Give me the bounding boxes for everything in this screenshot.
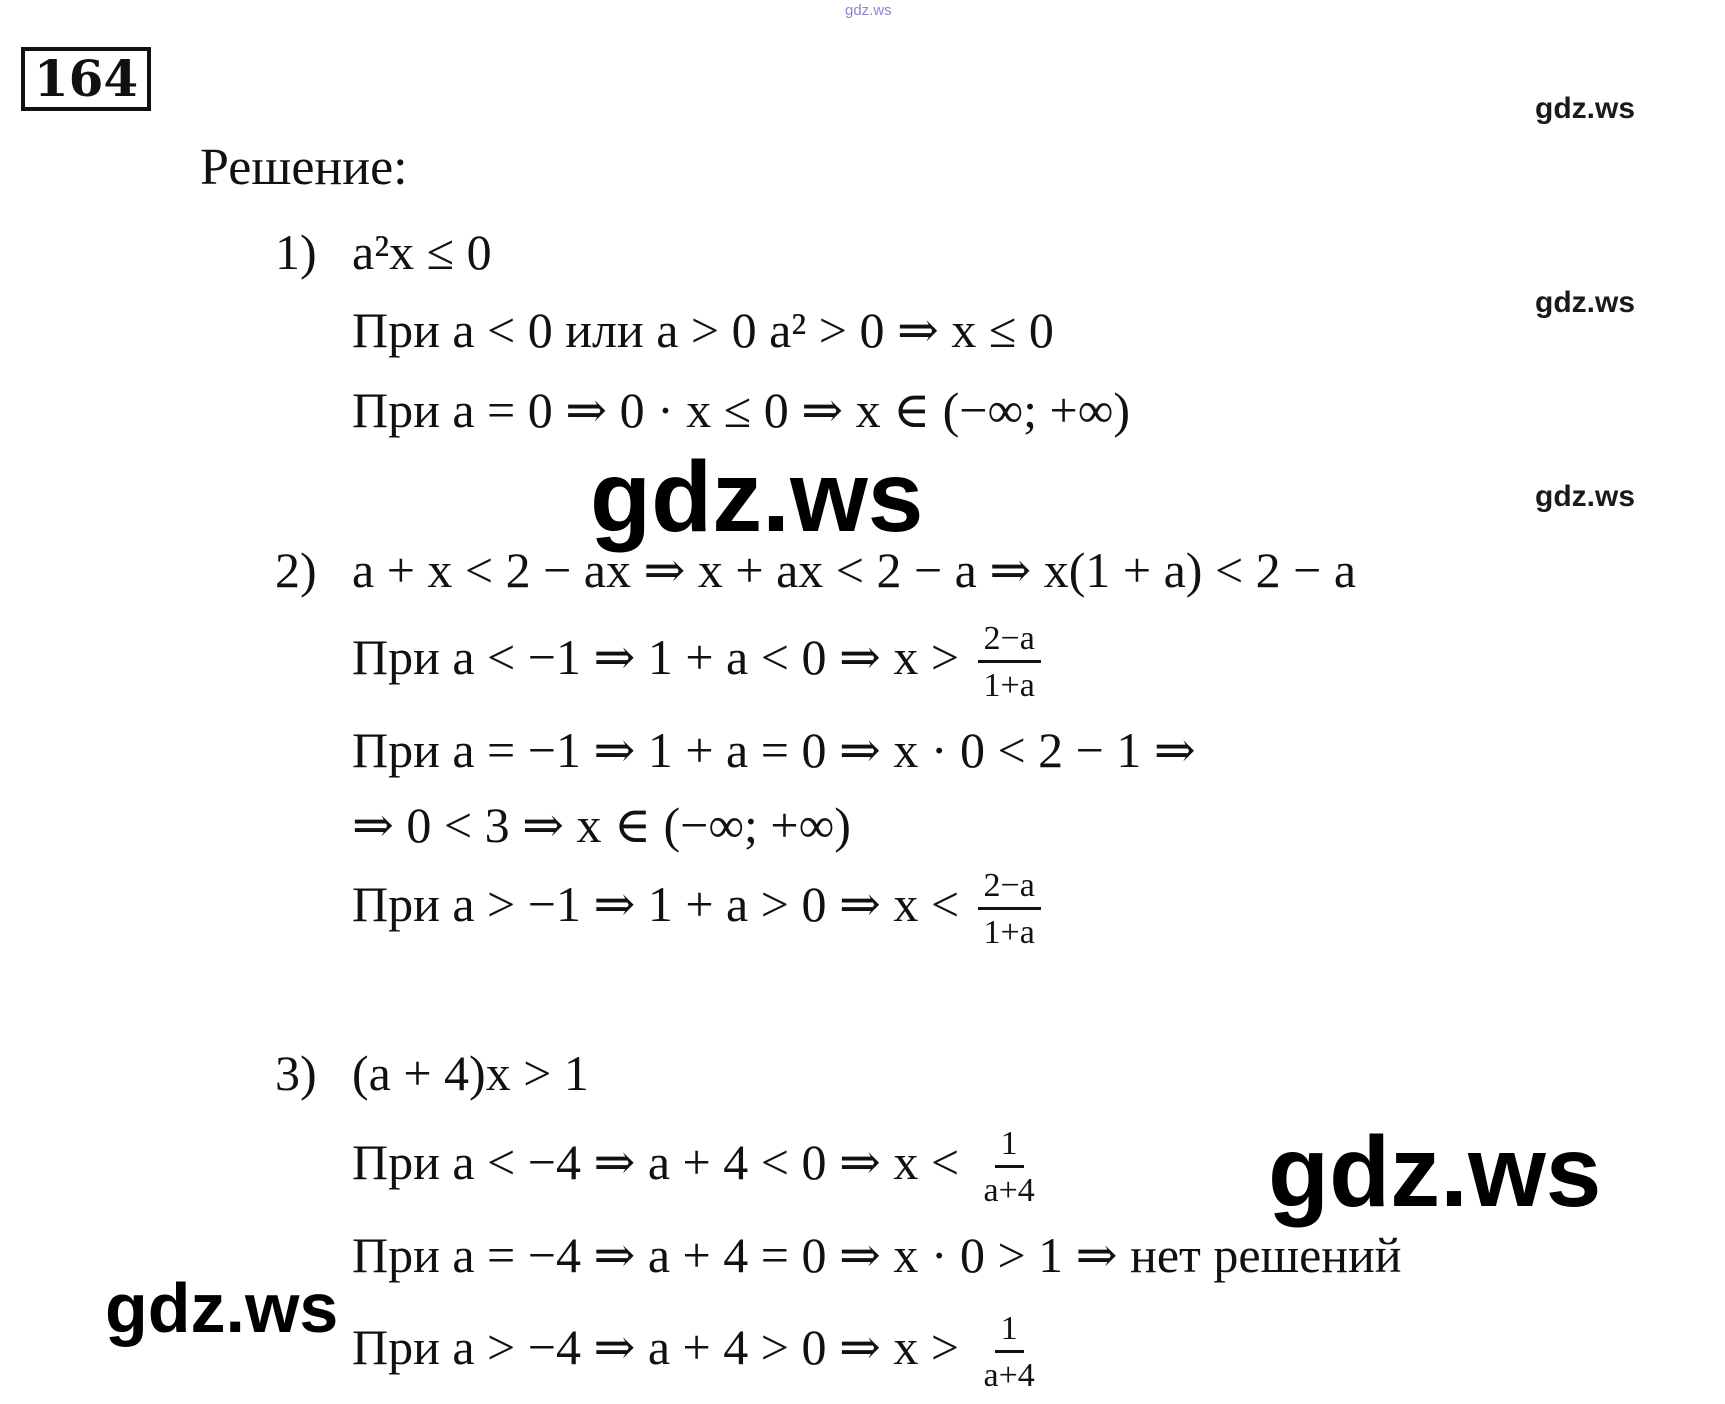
watermark-big-left: gdz.ws [105,1269,339,1347]
fraction-numerator: 1 [995,1125,1024,1168]
watermark-right-3: gdz.ws [1535,480,1636,513]
part3-label: 3) [275,1045,317,1101]
part2-case-equal: При a = −1 ⇒ 1 + a = 0 ⇒ x · 0 < 2 − 1 ⇒ [352,722,1196,778]
fraction [978,620,1041,705]
fraction-numerator: 1 [995,1310,1024,1353]
fraction-numerator: 2−a [978,867,1041,910]
fraction-denominator: a+4 [983,1172,1035,1209]
watermark-top: gdz.ws [845,2,892,19]
fraction [978,867,1041,952]
part2-case-greater [352,867,1041,952]
watermark-right-1: gdz.ws [1535,92,1636,125]
part3-case-greater-text: При a > −4 ⇒ a + 4 > 0 ⇒ x > [352,1318,960,1375]
part3-case-greater [352,1310,1041,1395]
problem-number-box: 164 [21,47,151,111]
part3-case-less-text: При a < −4 ⇒ a + 4 < 0 ⇒ x < [352,1133,960,1190]
part3-equation: (a + 4)x > 1 [352,1045,589,1101]
fraction-numerator: 2−a [978,620,1041,663]
part2-case-less [352,620,1041,705]
part3-case-equal: При a = −4 ⇒ a + 4 = 0 ⇒ x · 0 > 1 ⇒ нет решений [352,1227,1402,1283]
part2-case-less-text: При a < −1 ⇒ 1 + a < 0 ⇒ x > [352,628,960,685]
solution-heading: Решение: [200,139,408,196]
part2-label: 2) [275,542,317,598]
watermark-big-right: gdz.ws [1268,1116,1602,1228]
fraction-denominator: a+4 [983,1357,1035,1394]
part2-equation: a + x < 2 − ax ⇒ x + ax < 2 − a ⇒ x(1 + a) < 2 − a [352,542,1357,598]
part1-case-zero: При a = 0 ⇒ 0 · x ≤ 0 ⇒ x ∈ (−∞; +∞) [352,382,1131,438]
part1-equation: a²x ≤ 0 [352,224,492,280]
part2-case-equal-cont: ⇒ 0 < 3 ⇒ x ∈ (−∞; +∞) [352,797,851,853]
fraction-denominator: 1+a [983,914,1035,951]
watermark-right-2: gdz.ws [1535,286,1636,319]
part2-case-greater-text: При a > −1 ⇒ 1 + a > 0 ⇒ x < [352,875,960,932]
part3-case-less [352,1125,1041,1210]
part1-case-nonzero: При a < 0 или a > 0 a² > 0 ⇒ x ≤ 0 [352,302,1054,358]
part1-label: 1) [275,224,317,280]
fraction-denominator: 1+a [983,667,1035,704]
fraction [978,1310,1041,1395]
fraction [978,1125,1041,1210]
watermark-big-center: gdz.ws [590,441,924,553]
